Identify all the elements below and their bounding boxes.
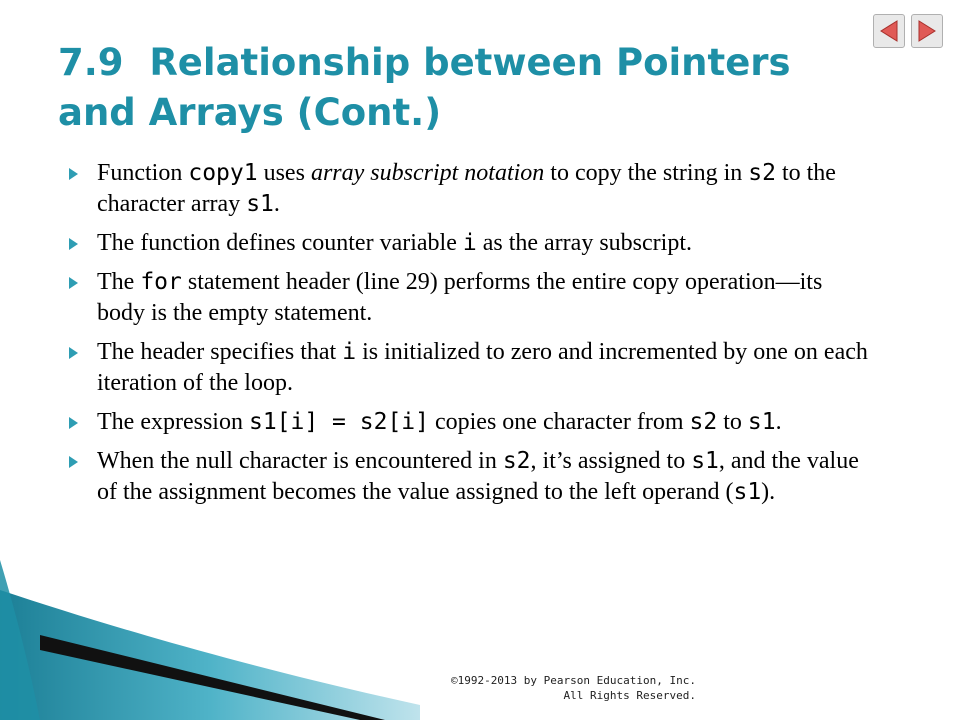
bullet-arrow-icon xyxy=(69,277,78,289)
code-expression: s1[i] = s2[i] xyxy=(248,409,429,435)
title-text: Relationship between Pointers and Arrays (Cont.) xyxy=(58,41,791,134)
code-s2: s2 xyxy=(689,409,718,435)
code-i: i xyxy=(342,339,357,365)
code-s1: s1 xyxy=(691,448,719,474)
bullet-item: Function copy1 uses array subscript notation to copy the string in s2 to the character array s1. xyxy=(68,158,868,220)
bullet-item: The header specifies that i is initialized to zero and incremented by one on each iteration of the loop. xyxy=(68,337,868,399)
previous-slide-button[interactable] xyxy=(873,14,905,48)
bullet-arrow-icon xyxy=(69,238,78,250)
code-i: i xyxy=(462,230,477,256)
copyright-notice: ©1992-2013 by Pearson Education, Inc. All Rights Reserved. xyxy=(450,674,696,702)
triangle-left-icon xyxy=(878,20,900,42)
code-s1: s1 xyxy=(747,409,776,435)
code-s1: s1 xyxy=(733,479,762,505)
bullet-item: The expression s1[i] = s2[i] copies one character from s2 to s1. xyxy=(68,407,868,438)
bullet-arrow-icon xyxy=(69,456,78,468)
slide-title xyxy=(58,38,878,138)
code-s1: s1 xyxy=(246,191,274,217)
bullet-arrow-icon xyxy=(69,168,78,180)
bullet-item: When the null character is encountered in s2, it’s assigned to s1, and the value of the assignment becomes the value assigned to the left operand (s1). xyxy=(68,446,868,508)
bullet-list xyxy=(68,158,868,516)
emphasis: array subscript notation xyxy=(310,160,545,186)
bullet-arrow-icon xyxy=(69,347,78,359)
next-slide-button[interactable] xyxy=(911,14,943,48)
code-s2: s2 xyxy=(502,448,531,474)
code-for: for xyxy=(140,269,182,295)
triangle-right-icon xyxy=(916,20,938,42)
bullet-arrow-icon xyxy=(69,417,78,429)
title-number: 7.9 xyxy=(58,41,124,84)
code-s2: s2 xyxy=(748,160,776,186)
bullet-item: The for statement header (line 29) performs the entire copy operation—its body is the empty statement. xyxy=(68,267,868,329)
bullet-item: The function defines counter variable i as the array subscript. xyxy=(68,228,868,259)
code-copy1: copy1 xyxy=(188,160,258,186)
